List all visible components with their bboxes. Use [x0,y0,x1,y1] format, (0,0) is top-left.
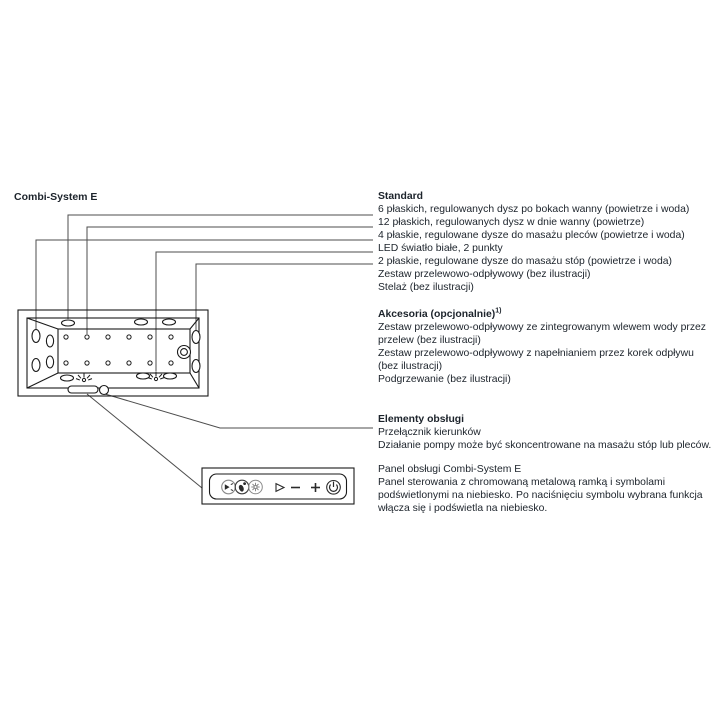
floor-jet-icon [85,361,89,365]
side-jet-icon [62,320,75,326]
floor-jet-icons [64,335,173,365]
side-jet-icon [137,373,150,379]
panel-description: Panel sterowania z chromowaną metalową ramką i symbolami podświetlonymi na niebiesko. Po naciśnięciu symbolu wybrana funkcja włącza się i podświetla na niebiesko. [378,477,703,514]
accessories-section [378,308,716,386]
floor-jet-icon [169,335,173,339]
controls-line-switch: Przełącznik kierunków [378,427,481,438]
floor-jet-icon [64,361,68,365]
standard-item-back-jets: 4 płaskie, regulowane dysze do masażu pleców (powietrze i woda) [378,230,685,241]
side-jet-icon [163,319,176,325]
bathtub-diagram [18,310,208,396]
callout-control-panel [87,394,202,488]
back-jets-button-icon [222,480,236,494]
footnote-marker: 1) [495,307,502,315]
direction-icon [276,484,284,492]
side-jet-icon [135,319,148,325]
accessories-heading [378,308,716,321]
accessory-item-overflow-inlet: Zestaw przelewowo-odpływowy ze zintegrowanym wlewem wody przez przelew (bez ilustracji) [378,322,707,346]
foot-jet-icon [192,360,200,373]
floor-jet-icon [85,335,89,339]
tub-corner-edge [190,318,199,329]
foot-jet-icon [192,331,200,344]
side-jet-icons [61,319,177,381]
floor-jet-icon [127,335,131,339]
callout-foot-jets [196,264,373,330]
floor-jet-icon [106,361,110,365]
control-panel-drawing [202,468,354,504]
control-panel-location [68,386,98,393]
accessories-heading-text: Akcesoria (opcjonalnie) [378,309,496,320]
controls-heading: Elementy obsługi [378,414,465,425]
callout-direction-switch [105,394,373,428]
foot-jets-button-icon [235,480,249,494]
back-jet-icon [46,335,53,347]
standard-item-foot-jets: 2 płaskie, regulowane dysze do masażu stóp (powietrze i woda) [378,256,672,267]
floor-jet-icon [169,361,173,365]
standard-heading: Standard [378,191,424,202]
callout-side-jets [68,215,373,319]
floor-jet-icon [148,335,152,339]
floor-jet-icon [148,361,152,365]
tub-corner-edge [190,373,199,388]
tub-corner-edge [27,318,58,329]
panel-chrome-frame [210,474,347,499]
floor-jet-icon [106,335,110,339]
led-light-icon [76,373,92,382]
drain-icon [178,346,191,359]
side-jet-icon [164,373,177,379]
standard-item-frame: Stelaż (bez ilustracji) [378,282,474,293]
side-jet-icon [61,375,74,381]
accessory-item-overflow-plug: Zestaw przelewowo-odpływowy z napełnianiem przez korek odpływu (bez ilustracji) [378,348,694,372]
direction-switch-knob [100,386,109,395]
panel-title: Panel obsługi Combi-System E [378,464,522,475]
page-title: Combi-System E [14,191,98,203]
tub-corner-edge [27,373,58,388]
controls-section [378,413,716,452]
floor-jet-icon [127,361,131,365]
plus-icon [311,483,320,492]
panel-section [378,463,716,515]
standard-section [378,190,716,294]
standard-item-led: LED światło białe, 2 punkty [378,243,503,254]
back-jet-icon [32,359,40,372]
back-jet-icon [46,356,53,368]
back-jet-icons [32,330,54,372]
info-column [378,190,716,515]
accessory-item-heating: Podgrzewanie (bez ilustracji) [378,374,511,385]
light-button-icon [249,480,263,494]
back-jet-icon [32,330,40,343]
power-button-icon [327,481,341,495]
floor-jet-icon [64,335,68,339]
standard-item-drain-set: Zestaw przelewowo-odpływowy (bez ilustracji) [378,269,591,280]
callout-lines [36,215,373,488]
controls-line-pump: Działanie pompy może być skoncentrowane na masażu stóp lub pleców. [378,440,712,451]
standard-item-floor-jets: 12 płaskich, regulowanych dysz w dnie wanny (powietrze) [378,217,645,228]
standard-item-side-jets: 6 płaskich, regulowanych dysz po bokach wanny (powietrze i woda) [378,204,690,215]
